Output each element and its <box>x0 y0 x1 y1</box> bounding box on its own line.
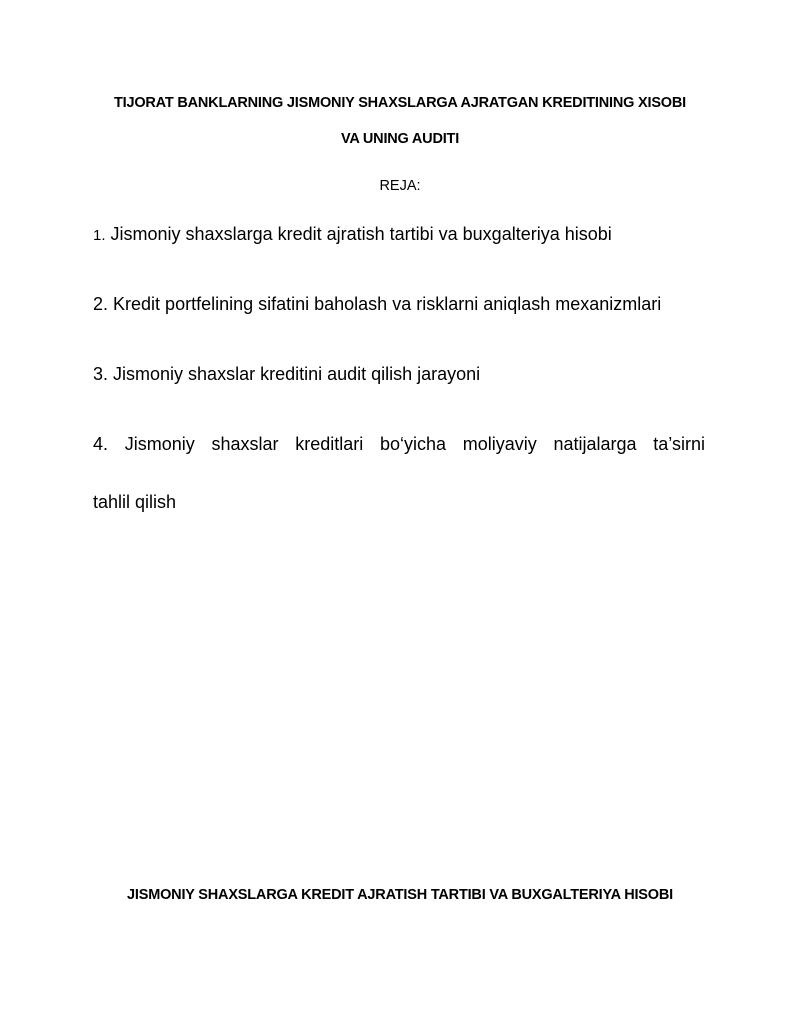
plan-item-4 <box>93 434 705 455</box>
plan-item-1 <box>93 224 705 245</box>
plan-item-number: 4. <box>93 434 109 454</box>
plan-item-3 <box>93 364 705 385</box>
plan-item-text: Jismoniy shaxslarga kredit ajratish tartibi va buxgalteriya hisobi <box>110 224 612 244</box>
plan-item-number: 3. <box>93 364 109 384</box>
section-heading: JISMONIY SHAXSLARGA KREDIT AJRATISH TARTIBI VA BUXGALTERIYA HISOBI <box>127 887 673 903</box>
plan-item-number: 1. <box>93 227 106 244</box>
plan-item-number: 2. <box>93 294 109 314</box>
document-title-line-2: VA UNING AUDITI <box>340 131 460 147</box>
plan-label: REJA: <box>379 178 421 194</box>
plan-item-text: Jismoniy shaxslar kreditini audit qilish jarayoni <box>113 364 481 384</box>
plan-item-2 <box>93 294 705 315</box>
plan-item-text: Kredit portfelining sifatini baholash va risklarni aniqlash mexanizmlari <box>113 294 662 314</box>
plan-item-text: Jismoniy shaxslar kreditlari bo‘yicha moliyaviy natijalarga ta’sirni <box>124 434 705 454</box>
document-title-line-1: TIJORAT BANKLARNING JISMONIY SHAXSLARGA AJRATGAN KREDITINING XISOBI <box>113 95 686 111</box>
plan-item-4-continuation: tahlil qilish <box>93 492 177 512</box>
